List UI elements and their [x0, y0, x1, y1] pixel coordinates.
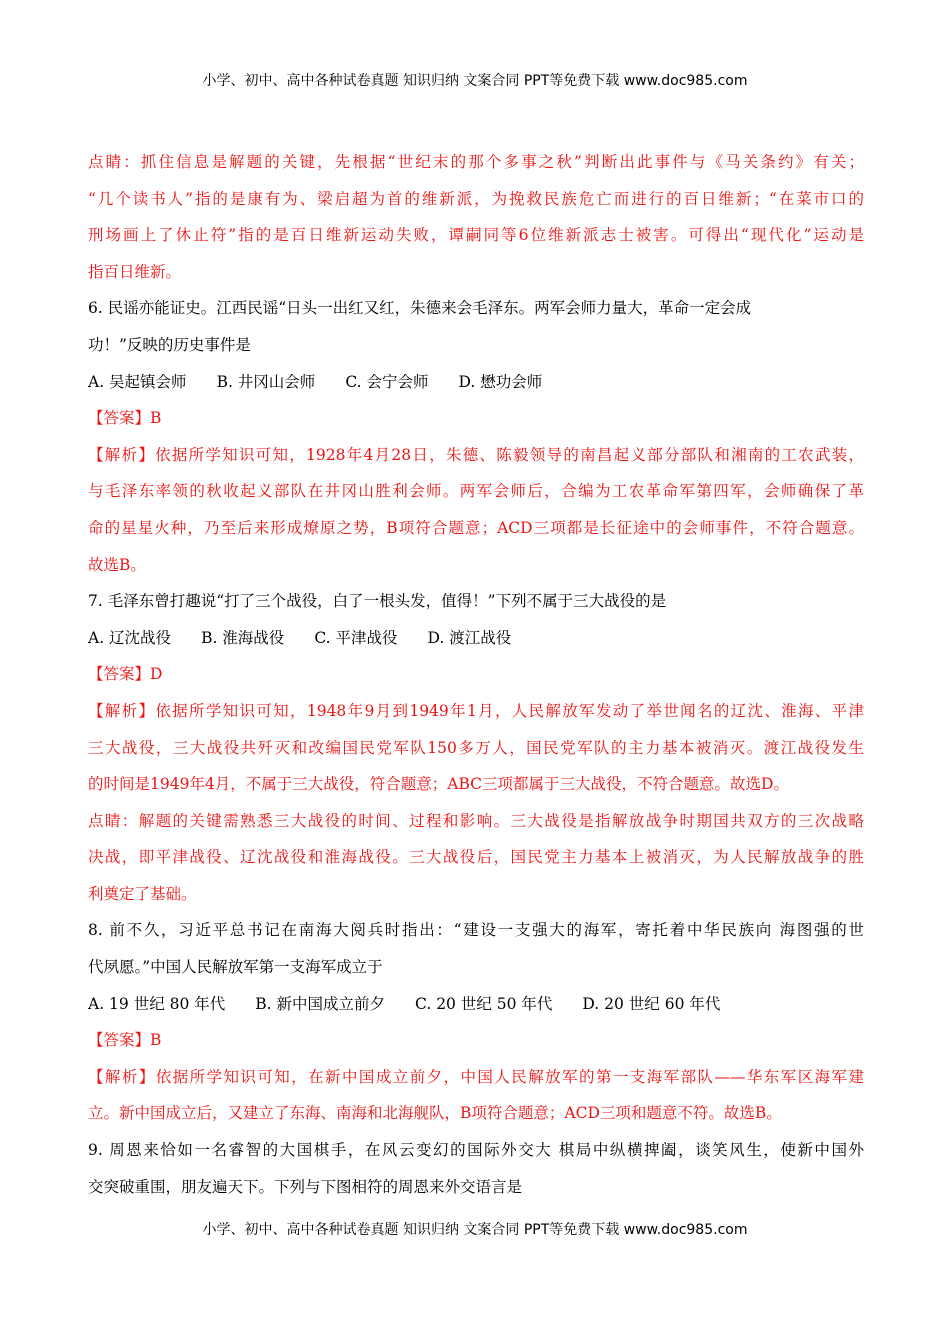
analysis-text-line: 命的星星火种，乃至后来形成燎原之势，B项符合题意；ACD三项都是长征途中的会师事件，不符合题意。 [88, 518, 864, 537]
analysis-text-line: 点睛：抓住信息是解题的关键，先根据“世纪末的那个多事之秋”判断出此事件与《马关条约》有关； [88, 153, 864, 171]
question-text-line: 功！”反映的历史事件是 [88, 335, 251, 354]
answer-options [88, 986, 864, 1023]
analysis-text-line: “几个读书人”指的是康有为、梁启超为首的维新派，为挽救民族危亡而进行的百日维新；“在菜市口的 [88, 189, 864, 208]
analysis-text-line: 故选B。 [88, 555, 146, 574]
answer-option: D. 20 世纪 60 年代 [582, 994, 721, 1013]
document-body [88, 144, 864, 1205]
question-text-line: 7. 毛泽东曾打趣说“打了三个战役，白了一根头发，值得！”下列不属于三大战役的是 [88, 592, 667, 611]
answer-option: C. 平津战役 [314, 628, 398, 647]
answer-option: D. 渡江战役 [427, 628, 512, 647]
answer-option: B. 井冈山会师 [216, 372, 316, 391]
answer-option: C. 20 世纪 50 年代 [415, 994, 553, 1013]
question-text-line: 交突破重围，朋友遍天下。下列与下图相符的周恩来外交语言是 [88, 1177, 523, 1196]
answer-option: B. 淮海战役 [201, 628, 285, 647]
analysis-text-line: 【解析】依据所学知识可知，1948年9月到1949年1月，人民解放军发动了举世闻名的辽沈、淮海、平津 [88, 701, 864, 720]
analysis-text-line: 【答案】D [88, 665, 163, 684]
answer-option: B. 新中国成立前夕 [255, 994, 386, 1013]
analysis-text-line: 【解析】依据所学知识可知，1928年4月28日，朱德、陈毅领导的南昌起义部分部队和湘南的工农武装， [88, 445, 864, 464]
answer-option: C. 会宁会师 [345, 372, 429, 391]
analysis-text-line: 【解析】依据所学知识可知，在新中国成立前夕，中国人民解放军的第一支海军部队——华东军区海军建 [88, 1067, 864, 1086]
analysis-text-line: 指百日维新。 [88, 262, 182, 281]
analysis-text-line: 与毛泽东率领的秋收起义部队在井冈山胜利会师。两军会师后，合编为工农革命军第四军，会师确保了革 [88, 482, 864, 501]
page-header: 小学、初中、高中各种试卷真题 知识归纳 文案合同 PPT等免费下载 www.doc985.com [202, 73, 748, 89]
analysis-text-line: 立。新中国成立后，又建立了东海、南海和北海舰队，B项符合题意；ACD三项和题意不符。故选B。 [88, 1104, 782, 1123]
analysis-text-line: 【答案】B [88, 1031, 162, 1050]
analysis-text-line: 决战，即平津战役、辽沈战役和淮海战役。三大战役后，国民党主力基本上被消灭，为人民解放战争的胜 [88, 848, 864, 867]
question-text-line: 8. 前不久，习近平总书记在南海大阅兵时指出：“建设一支强大的海军，寄托着中华民族向 海图强的世 [88, 921, 864, 940]
analysis-text-line: 利奠定了基础。 [88, 884, 197, 903]
question-text-line: 6. 民谣亦能证史。江西民谣“日头一出红又红，朱德来会毛泽东。两军会师力量大，革命一定会成 [88, 299, 752, 318]
analysis-text-line: 三大战役，三大战役共歼灭和改编国民党军队150多万人，国民党军队的主力基本被消灭。渡江战役发生 [88, 738, 864, 757]
question-text-line: 代夙愿。”中国人民解放军第一支海军成立于 [88, 958, 383, 977]
question-text-line: 9. 周恩来恰如一名睿智的大国棋手，在风云变幻的国际外交大 棋局中纵横捭阖，谈笑风生，使新中国外 [88, 1141, 864, 1160]
analysis-text-line: 点睛：解题的关键需熟悉三大战役的时间、过程和影响。三大战役是指解放战争时期国共双方的三次战略 [88, 811, 864, 830]
answer-options [88, 364, 864, 401]
answer-option: A. 吴起镇会师 [88, 372, 187, 391]
analysis-text-line: 【答案】B [88, 409, 162, 428]
answer-option: A. 19 世纪 80 年代 [88, 994, 226, 1013]
answer-option: D. 懋功会师 [458, 372, 543, 391]
analysis-text-line: 的时间是1949年4月，不属于三大战役，符合题意；ABC三项都属于三大战役，不符合题意。故选D。 [88, 775, 789, 794]
answer-option: A. 辽沈战役 [88, 628, 172, 647]
answer-options [88, 620, 864, 657]
page-footer: 小学、初中、高中各种试卷真题 知识归纳 文案合同 PPT等免费下载 www.doc985.com [202, 1222, 748, 1238]
analysis-text-line: 刑场画上了休止符”指的是百日维新运动失败，谭嗣同等6位维新派志士被害。可得出“现代化”运动是 [88, 226, 864, 245]
